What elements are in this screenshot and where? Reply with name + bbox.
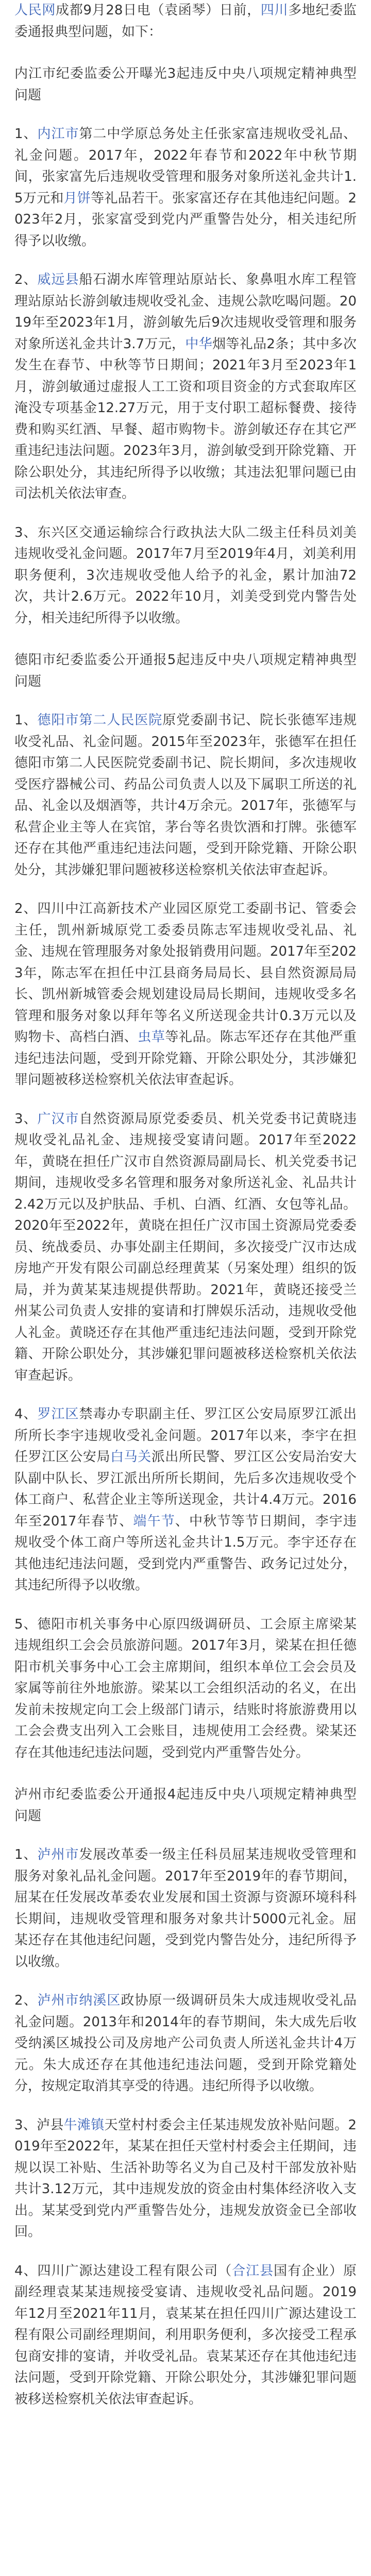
case-paragraph bbox=[14, 899, 357, 1091]
case-text: 4、四川广源达建设工程有限公司（ bbox=[14, 2263, 232, 2279]
case-text: 、中秋节等节日期间，李宇违规收受个体工商户等所送礼金共计1.5万元。李宇还存在其他违纪违法问题，受到党内严重警告、政务记过处分，其违纪所得予以收缴。 bbox=[14, 1513, 357, 1593]
sections-container bbox=[14, 63, 357, 2410]
case-text: 原党委副书记、院长张德军违规收受礼品、礼金问题。2015年至2023年，张德军在担任德阳市第二人民医院党委副书记、院长期间，多次违规收受医疗器械公司、药品公司负责人以及下属职工所送的礼品、礼金以及烟酒等，共计4万余元。2017年，张德军与私营企业主等人在宾馆，茅台等名贵饮酒和打牌。张德军还存在其他严重违纪违法问题，受到开除党籍、开除公职处分，其涉嫌犯罪问题被移送检察机关依法审查起诉。 bbox=[14, 713, 357, 878]
section-header: 德阳市纪委监委公开通报5起违反中央八项规定精神典型问题 bbox=[14, 652, 357, 689]
case-text: 等礼品。陈志军还存在其他严重违纪违法问题，受到开除党籍、开除公职处分，其涉嫌犯罪问题被移送检察机关依法审查起诉。 bbox=[14, 1029, 357, 1088]
case-text: 2、 bbox=[14, 272, 38, 287]
case-text: 3、 bbox=[14, 1111, 38, 1127]
case-text: 3、泸县 bbox=[14, 2117, 64, 2133]
keyword-link[interactable]: 月饼 bbox=[63, 190, 91, 206]
case-text: 1、 bbox=[14, 713, 38, 728]
keyword-link[interactable]: 中华 bbox=[185, 336, 213, 352]
case-text: 派出所民警、罗江区公安局治安大队副中队长、罗江派出所所长期间，先后多次违规收受个体工商户、私营企业主等所送现金，共计4.4万元。2016年至2017年春节、 bbox=[14, 1449, 357, 1529]
intro-text: 成都9月28日电（袁函琴）日前， bbox=[56, 3, 261, 18]
case-paragraph bbox=[14, 1990, 357, 2097]
case-text: 2、四川中江高新技术产业园区原党工委副书记、管委会主任，凯州新城原党工委委员陈志军违规收受礼品、礼金、违规在管理服务对象处报销费用问题。2017年至2023年，陈志军在担任中江县商务局局长、县自然资源局局长、凯州新城管委会规划建设局局长期间，违规收受多名管理和服务对象以拜年等名义所送现金共计0.3万元以及购物卡、高档白酒、 bbox=[14, 901, 357, 1045]
section-header: 内江市纪委监委公开曝光3起违反中央八项规定精神典型问题 bbox=[14, 66, 357, 103]
keyword-link[interactable]: 白马关 bbox=[110, 1449, 151, 1465]
case-text: 4、 bbox=[14, 1406, 38, 1422]
keyword-link[interactable]: 牛滩镇 bbox=[63, 2117, 105, 2133]
case-text: 禁毒办专职副主任、罗江区公安局原罗江派出所所长李宇违规收受礼金问题。2017年以来，李宇在担任罗江区公安局 bbox=[14, 1406, 357, 1465]
case-text: 发展改革委一级主任科员屈某违规收受管理和服务对象礼品礼金问题。2017年至2019年的春节期间，屈某在任发展改革委农业发展和国土资源与资源环境科科长期间，违规收受管理和服务对象共计5000元礼金。屈某还存在其他违纪问题，受到党内警告处分，违纪所得予以收缴。 bbox=[14, 1847, 357, 1970]
case-paragraph bbox=[14, 269, 357, 505]
case-text: 船石湖水库管理站原站长、象鼻咀水库工程管理站原站长游剑敏违规收受礼金、违规公款吃喝问题。2019年至2023年1月，游剑敏先后9次违规收受管理和服务对象所送礼金共计3.7万元， bbox=[14, 272, 357, 352]
keyword-link[interactable]: 罗江区 bbox=[37, 1406, 79, 1422]
keyword-link[interactable]: 内江市 bbox=[37, 126, 79, 142]
case-text: 天堂村村委会主任某违规发放补贴问题。2019年至2022年，某某在担任天堂村村委会主任期间，违规以误工补贴、生活补助等名义为自己及村干部发放补贴共计3.12万元，其中违规发放的资金由村集体经济收入支出。某某受到党内严重警告处分，违规发放资金已全部收回。 bbox=[14, 2117, 357, 2240]
keyword-link[interactable]: 泸州市 bbox=[37, 1847, 79, 1862]
keyword-link[interactable]: 合江县 bbox=[232, 2263, 274, 2279]
case-text: 1、 bbox=[14, 1847, 38, 1862]
keyword-link[interactable]: 端午节 bbox=[133, 1513, 175, 1529]
keyword-link[interactable]: 泸州市纳溪区 bbox=[37, 1993, 121, 2008]
case-text: 1、 bbox=[14, 126, 38, 142]
case-text: 自然资源局原党委委员、机关党委书记黄晓违规收受礼品礼金、违规接受宴请问题。2017年至2022年，黄晓在担任广汉市自然资源局副局长、机关党委书记期间，违规收受多名管理和服务对象所送礼金、礼品共计2.42万元以及护肤品、手机、白酒、红酒、女包等礼品。2020年至2022年，黄晓在担任广汉市国土资源局党委委员、统战委员、办事处副主任期间，多次接受广汉市达成房地产开发有限公司副总经理黄某（另案处理）组织的饭局，并为黄某某违规提供帮助。2021年，黄晓还接受兰州某公司负责人安排的宴请和打牌娱乐活动，违规收受他人礼金。黄晓还存在其他严重违纪违法问题，受到开除党籍、开除公职处分，其涉嫌犯罪问题被移送检察机关依法审查起诉。 bbox=[14, 1111, 357, 1383]
case-paragraph bbox=[14, 522, 357, 630]
case-paragraph bbox=[14, 1404, 357, 1597]
case-paragraph bbox=[14, 2261, 357, 2411]
case-paragraph bbox=[14, 1109, 357, 1387]
case-text: 3、东兴区交通运输综合行政执法大队二级主任科员刘美违规收受礼金问题。2017年7月至2019年4月，刘美利用职务便利，3次违规收受他人给予的礼金，累计加油72次，共计2.6万元。2022年10月，刘美受到党内警告处分，相关违纪所得予以收缴。 bbox=[14, 524, 357, 626]
case-paragraph bbox=[14, 2115, 357, 2243]
keyword-link[interactable]: 广汉市 bbox=[37, 1111, 79, 1127]
case-text: 2、 bbox=[14, 1993, 38, 2008]
case-paragraph bbox=[14, 710, 357, 881]
intro-paragraph bbox=[14, 0, 357, 43]
source-link[interactable]: 人民网 bbox=[14, 3, 56, 18]
case-text: 政协原一级调研员朱大成违规收受礼品礼金问题。2013年和2014年的春节期间，朱大成先后收受纳溪区城投公司及房地产公司负责人所送礼金共计4万元。朱大成还存在其他违纪违法问题，受到开除党籍处分，按规定取消其享受的待遇。违纪所得予以收缴。 bbox=[14, 1993, 357, 2094]
keyword-link[interactable]: 德阳市第二人民医院 bbox=[37, 713, 163, 728]
case-text: 国有企业）原副经理袁某某违规接受宴请、违规收受礼品问题。2019年12月至2021年11月，袁某某在担任四川广源达建设工程有限公司副经理期间，利用职务便利，多次接受工程承包商安排的宴请，并收受礼品。袁某某还存在其他违纪违法问题，受到开除党籍、开除公职处分，其涉嫌犯罪问题被移送检察机关依法审查起诉。 bbox=[14, 2263, 357, 2407]
case-paragraph bbox=[14, 124, 357, 252]
region-link[interactable]: 四川 bbox=[260, 3, 289, 18]
case-text: 5、德阳市机关事务中心原四级调研员、工会原主席梁某违规组织工会会员旅游问题。2017年3月，梁某在担任德阳市机关事务中心工会主席期间，组织本单位工会会员及家属等前往外地旅游。梁某以工会组织活动的名义，在出发前未按规定向工会上级部门请示，结账时将旅游费用以工会会费支出列入工会账目，违规使用工会经费。梁某还存在其他违纪违法问题，受到党内严重警告处分。 bbox=[14, 1616, 357, 1760]
keyword-link[interactable]: 虫草 bbox=[138, 1029, 165, 1045]
case-paragraph bbox=[14, 1844, 357, 1973]
intro-text: 多地纪委监委通报典型问题，如下： bbox=[14, 3, 357, 40]
case-text: 烟等礼品2条；其中多次发生在春节、中秋等节日期间；2021年3月至2023年1月，游剑敏通过虚报人工工资和项目资金的方式套取库区淹没专项基金12.27万元，用于支付职工超标餐费、接待费和购买红酒、早餐、超市购物卡。游剑敏还存在其它严重违纪违法问题。2023年3月，游剑敏受到开除党籍、开除公职处分，其违纪所得予以收缴；其违法犯罪问题已由司法机关依法审查。 bbox=[14, 336, 357, 501]
section-header: 泸州市纪委监委公开通报4起违反中央八项规定精神典型问题 bbox=[14, 1787, 357, 1824]
case-paragraph bbox=[14, 1614, 357, 1764]
keyword-link[interactable]: 威远县 bbox=[37, 272, 79, 287]
case-text: 第二中学原总务处主任张家富违规收受礼品、礼金问题。2017年，2022年春节和2022年中秋节期间，张家富先后违规收受管理和服务对象所送礼金共计1.5万元和 bbox=[14, 126, 357, 206]
case-text: 等礼品若干。张家富还存在其他违纪问题。2023年2月，张家富受到党内严重警告处分，相关违纪所得予以收缴。 bbox=[14, 190, 357, 249]
